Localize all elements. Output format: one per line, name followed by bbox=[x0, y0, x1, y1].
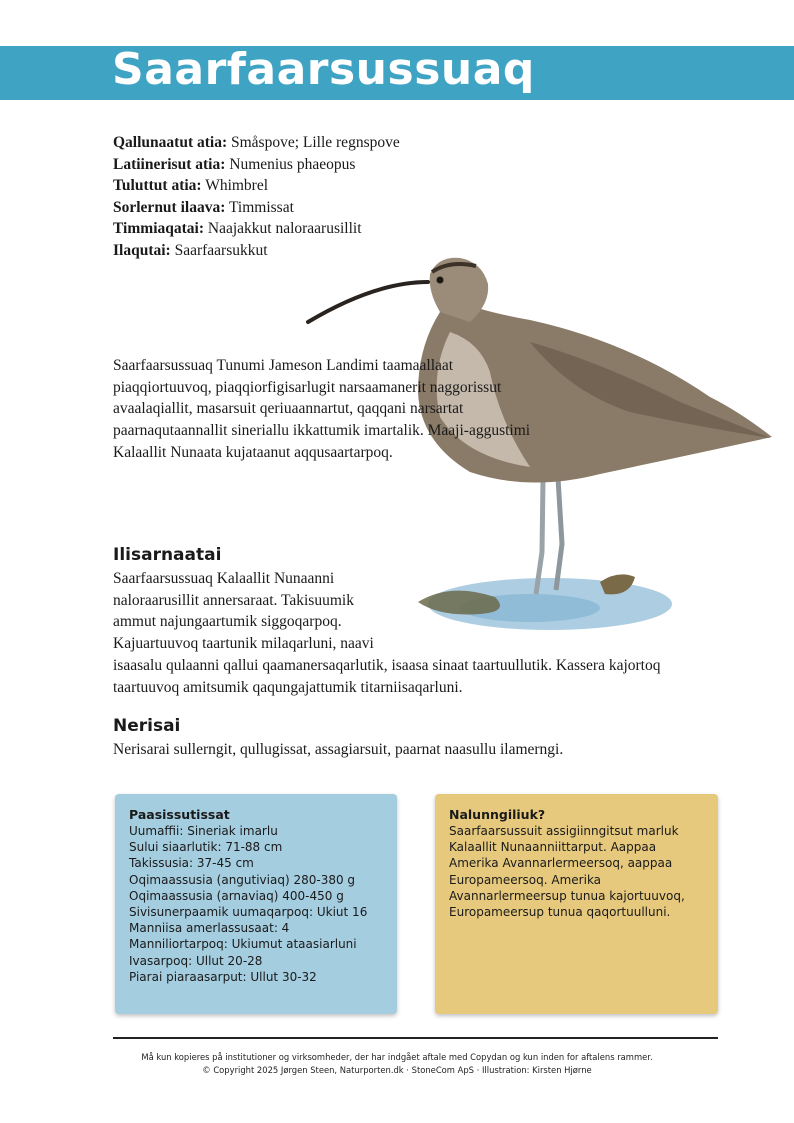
facts-list bbox=[113, 132, 400, 261]
fact-row: Sorlernut ilaava: Timmissat bbox=[113, 198, 294, 216]
did-you-know-box bbox=[435, 794, 718, 1014]
section-heading-nerisai: Nerisai bbox=[113, 716, 181, 736]
facts-box-item: Oqimaassusia (angutiviaq) 280-380 g bbox=[129, 872, 356, 887]
ilisarnaatai-paragraph bbox=[113, 568, 723, 698]
facts-box bbox=[115, 794, 397, 1014]
paragraph-line: naloraarusillit annersaraat. Takisuumik bbox=[113, 591, 354, 609]
footer bbox=[0, 1051, 794, 1077]
paragraph-line: Kajuartuuvoq taartunik milaqarluni, naavi bbox=[113, 635, 374, 653]
page-title: Saarfaarsussuaq bbox=[112, 44, 535, 95]
nerisai-paragraph: Nerisarai sullerngit, qullugissat, assagiarsuit, paarnat naasullu ilamerngi. bbox=[113, 741, 564, 758]
did-you-know-text: Saarfaarsussuit assigiinngitsut marluk Kalaallit Nunaanniittarput. Aappaa Amerika Avannarlermeersoq, aappaa Europameersoq. Amerika Avannarlermeersup tunua kajortuuvoq, Europameersup tunua qaqortuulluni. bbox=[449, 824, 685, 920]
facts-box-item: Oqimaassusia (arnaviaq) 400-450 g bbox=[129, 888, 344, 903]
intro-paragraph: Saarfaarsussuaq Tunumi Jameson Landimi taamaallaat piaqqiortuuvoq, piaqqiorfigisarlugit narsaamanerit naggorissut avaalaqiallit, masarsuit qeriuaannartut, qaqqani narsartat paarnaqutaannallit sineriallu ikkattumik imartalik. Maaji-aggustimi Kalaallit Nunaata kujataanut aqqusaartarpoq. bbox=[113, 357, 531, 461]
footer-divider bbox=[113, 1037, 718, 1039]
did-you-know-heading: Nalunngiliuk? bbox=[449, 807, 546, 822]
fact-row: Timmiaqatai: Naajakkut naloraarusillit bbox=[113, 220, 362, 237]
facts-box-item: Piarai piaraasarput: Ullut 30-32 bbox=[129, 969, 317, 984]
facts-box-item: Manniliortarpoq: Ukiumut ataasiarluni bbox=[129, 937, 357, 952]
section-heading-ilisarnaatai: Ilisarnaatai bbox=[113, 545, 222, 565]
facts-box-item: Sului siaarlutik: 71-88 cm bbox=[129, 840, 283, 855]
paragraph-line: Saarfaarsussuaq Kalaallit Nunaanni bbox=[113, 570, 335, 587]
footer-copyright-text: © Copyright 2025 Jørgen Steen, Naturporten.dk · StoneCom ApS · Illustration: Kirsten Hjørne bbox=[202, 1065, 592, 1075]
paragraph-rest: isaasalu qulaanni qallui qaamanersaqarlutik, isaasa sinaat taartuullutik. Kassera kajortoq taartuuvoq amitsumik qaqungajattumik titarniisaqarluni. bbox=[113, 656, 661, 696]
fact-row: Qallunaatut atia: Småspove; Lille regnspove bbox=[113, 134, 400, 151]
facts-box-item: Uumaffii: Sineriak imarlu bbox=[129, 824, 278, 838]
facts-box-item: Sivisunerpaamik uumaqarpoq: Ukiut 16 bbox=[129, 905, 368, 920]
fact-row: Ilaqutai: Saarfaarsukkut bbox=[113, 241, 268, 259]
facts-box-item: Takissusia: 37-45 cm bbox=[129, 856, 254, 871]
title-banner bbox=[0, 46, 794, 100]
fact-row: Tuluttut atia: Whimbrel bbox=[113, 177, 269, 194]
facts-box-item: Ivasarpoq: Ullut 20-28 bbox=[129, 953, 263, 968]
facts-box-heading: Paasissutissat bbox=[129, 807, 230, 822]
footer-license-text: Må kun kopieres på institutioner og virksomheder, der har indgået aftale med Copydan og kun inden for aftalens rammer. bbox=[141, 1052, 653, 1062]
paragraph-line: ammut najungaartumik siggoqarpoq. bbox=[113, 613, 342, 631]
fact-row: Latiinerisut atia: Numenius phaeopus bbox=[113, 155, 356, 173]
facts-box-item: Manniisa amerlassusaat: 4 bbox=[129, 921, 290, 936]
